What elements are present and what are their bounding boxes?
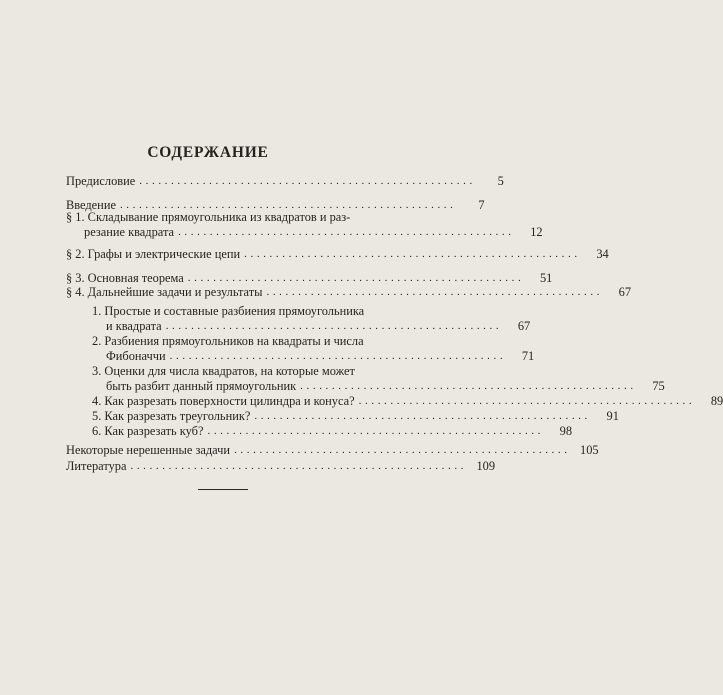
entry-title-continued: быть разбит данный прямоугольник	[106, 379, 297, 393]
entry-title: 4. Как разрезать поверхности цилиндра и конуса?	[92, 394, 355, 408]
page-number: 71	[521, 349, 535, 363]
entry-title: § 1. Складывание прямоугольника из квадратов и раз-	[66, 210, 351, 224]
dot-leader: .....................................................	[165, 320, 503, 332]
toc-subentry	[66, 394, 723, 409]
dot-leader: .....................................................	[358, 395, 696, 407]
dot-leader: .....................................................	[244, 248, 581, 260]
entry-title-continued: резание квадрата	[84, 225, 175, 239]
dot-leader: .....................................................	[266, 286, 604, 298]
toc-entry	[66, 459, 496, 474]
entry-title: 1. Простые и составные разбиения прямоугольника	[92, 304, 365, 318]
toc-subentry	[66, 334, 535, 364]
entry-title: Предисловие	[66, 174, 136, 188]
toc-entry	[66, 247, 609, 262]
entry-title: § 4. Дальнейшие задачи и результаты	[66, 285, 263, 299]
entry-title-continued: и квадрата	[106, 319, 162, 333]
entry-title: § 3. Основная теорема	[66, 271, 184, 285]
page-number: 98	[559, 424, 573, 438]
entry-title: Некоторые нерешенные задачи	[66, 443, 231, 457]
page-number: 67	[618, 285, 632, 299]
dot-leader: .....................................................	[169, 350, 507, 362]
toc-subentry	[66, 409, 619, 424]
entry-title: 2. Разбиения прямоугольников на квадраты и числа	[92, 334, 364, 348]
page-number: 105	[580, 443, 599, 457]
entry-title: Литература	[66, 459, 127, 473]
toc-entry	[66, 285, 632, 300]
page-number: 89	[710, 394, 723, 408]
page-number: 5	[497, 174, 504, 188]
toc-entry	[66, 210, 543, 240]
toc-entry	[66, 443, 599, 458]
page-number: 91	[606, 409, 619, 423]
dot-leader: .....................................................	[130, 460, 468, 472]
entry-title-continued: Фибоначчи	[106, 349, 166, 363]
page-number: 75	[652, 379, 665, 393]
dot-leader: .....................................................	[300, 380, 637, 392]
dot-leader: .....................................................	[254, 410, 591, 422]
toc-subentry	[66, 364, 665, 394]
page-number: 109	[476, 459, 496, 473]
dot-leader: .....................................................	[119, 199, 457, 211]
page-number: 7	[478, 198, 485, 212]
toc-entry	[66, 271, 553, 286]
page-title: СОДЕРЖАНИЕ	[147, 144, 269, 161]
entry-title: Введение	[66, 198, 116, 212]
dot-leader: .....................................................	[178, 226, 515, 238]
page-number: 34	[596, 247, 609, 261]
entry-title: 3. Оценки для числа квадратов, на которые может	[92, 364, 355, 378]
entry-title: 6. Как разрезать куб?	[92, 424, 204, 438]
entry-title: § 2. Графы и электрические цепи	[66, 247, 241, 261]
dot-leader: .....................................................	[234, 444, 571, 456]
entry-title: 5. Как разрезать треугольник?	[92, 409, 251, 423]
page-number: 51	[539, 271, 553, 285]
toc-subentry	[66, 304, 531, 334]
page-number: 67	[517, 319, 531, 333]
dot-leader: .....................................................	[139, 175, 476, 187]
toc-subentry	[66, 424, 573, 439]
dot-leader: .....................................................	[187, 272, 525, 284]
toc-entry	[66, 174, 504, 189]
closing-rule	[198, 489, 248, 490]
dot-leader: .....................................................	[207, 425, 545, 437]
page-number: 12	[530, 225, 543, 239]
